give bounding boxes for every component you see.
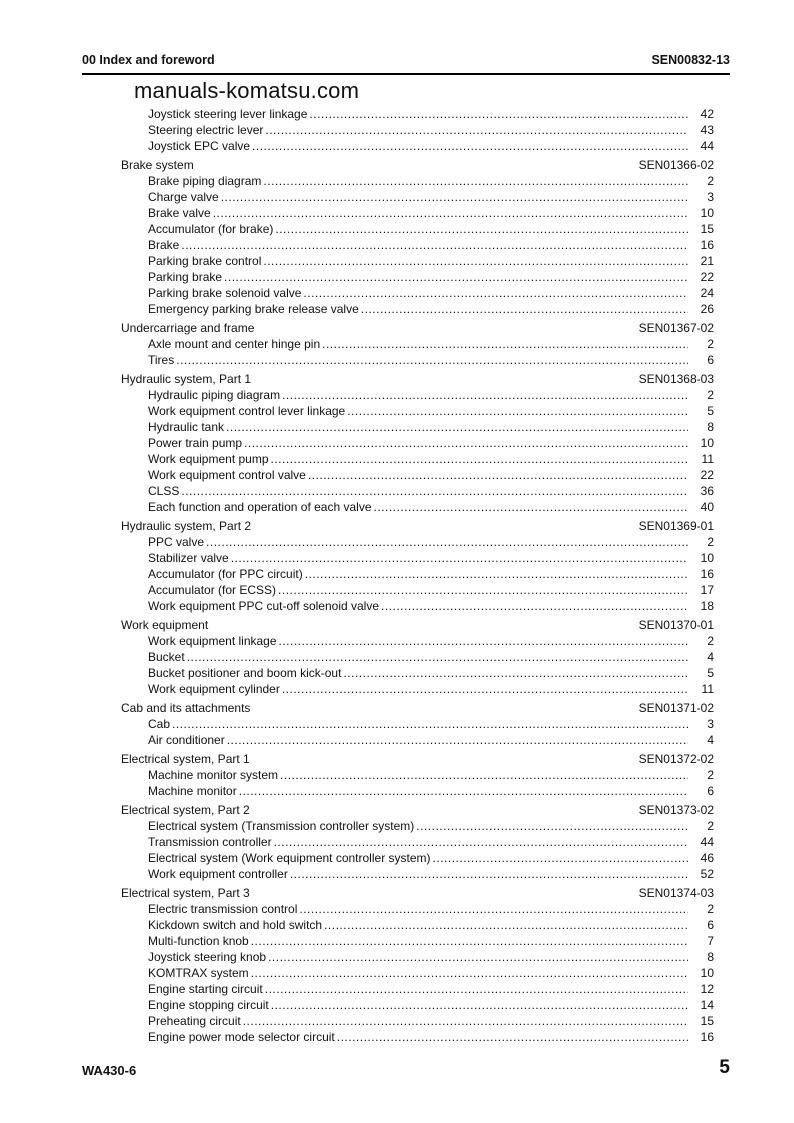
dot-leader <box>347 403 688 419</box>
dot-leader <box>268 949 688 965</box>
toc-section <box>121 106 714 154</box>
toc-section <box>121 320 714 368</box>
toc-entry[interactable] <box>121 834 714 850</box>
toc-entry[interactable] <box>121 665 714 681</box>
entry-page: 15 <box>700 222 714 236</box>
entry-page: 8 <box>707 420 714 434</box>
entry-page: 10 <box>700 551 714 565</box>
dot-leader <box>252 138 688 154</box>
section-title: Hydraulic system, Part 1 <box>121 372 252 386</box>
dot-leader <box>361 301 688 317</box>
entry-label: Engine starting circuit <box>148 982 263 996</box>
section-heading[interactable] <box>121 320 714 336</box>
section-heading[interactable] <box>121 518 714 534</box>
entry-label: Transmission controller <box>148 835 272 849</box>
entry-page: 10 <box>700 436 714 450</box>
toc-entry[interactable] <box>121 732 714 748</box>
toc-entry[interactable] <box>121 767 714 783</box>
entry-page: 17 <box>700 583 714 597</box>
entry-page: 2 <box>707 388 714 402</box>
toc-entry[interactable] <box>121 783 714 799</box>
entry-label: Axle mount and center hinge pin <box>148 337 321 351</box>
toc-entry[interactable] <box>121 933 714 949</box>
entry-page: 2 <box>707 174 714 188</box>
entry-page: 44 <box>700 835 714 849</box>
section-title: Undercarriage and frame <box>121 321 255 335</box>
section-heading[interactable] <box>121 157 714 173</box>
entry-label: Work equipment PPC cut-off solenoid valve <box>148 599 380 613</box>
dot-leader <box>274 834 688 850</box>
toc-entry[interactable] <box>121 866 714 882</box>
entry-label: Cab <box>148 717 171 731</box>
entry-page: 8 <box>707 950 714 964</box>
toc-entry[interactable] <box>121 467 714 483</box>
entry-page: 3 <box>707 717 714 731</box>
entry-page: 16 <box>700 238 714 252</box>
toc-entry[interactable] <box>121 550 714 566</box>
watermark: manuals-komatsu.com <box>134 78 360 103</box>
entry-label: Parking brake <box>148 270 223 284</box>
section-title: Hydraulic system, Part 2 <box>121 519 252 533</box>
entry-page: 16 <box>700 1030 714 1044</box>
toc-entry[interactable] <box>121 173 714 189</box>
entry-label: PPC valve <box>148 535 205 549</box>
toc-entry[interactable] <box>121 850 714 866</box>
entry-label: Parking brake control <box>148 254 262 268</box>
entry-page: 5 <box>707 666 714 680</box>
entry-page: 22 <box>700 270 714 284</box>
entry-label: Joystick steering knob <box>148 950 267 964</box>
dot-leader <box>282 681 688 697</box>
entry-page: 2 <box>707 819 714 833</box>
entry-page: 43 <box>700 123 714 137</box>
entry-label: Machine monitor system <box>148 768 279 782</box>
entry-label: Engine stopping circuit <box>148 998 269 1012</box>
dot-leader <box>290 866 688 882</box>
toc-entry[interactable] <box>121 301 714 317</box>
entry-page: 18 <box>700 599 714 613</box>
section-code: SEN01372-02 <box>638 752 714 766</box>
entry-label: Work equipment controller <box>148 867 288 881</box>
dot-leader <box>227 732 688 748</box>
dot-leader <box>278 582 688 598</box>
toc-entry[interactable] <box>121 566 714 582</box>
entry-label: Kickdown switch and hold switch <box>148 918 323 932</box>
entry-label: Work equipment pump <box>148 452 269 466</box>
entry-page: 15 <box>700 1014 714 1028</box>
toc-section <box>121 700 714 748</box>
entry-label: Machine monitor <box>148 784 237 798</box>
toc-entry[interactable] <box>121 419 714 435</box>
entry-page: 10 <box>700 206 714 220</box>
dot-leader <box>206 534 688 550</box>
entry-label: Work equipment linkage <box>148 634 277 648</box>
section-code: SEN01371-02 <box>638 701 714 715</box>
toc-entry[interactable] <box>121 336 714 352</box>
entry-label: Electrical system (Work equipment controller system) <box>148 851 431 865</box>
entry-page: 11 <box>701 682 714 696</box>
toc-section <box>121 751 714 799</box>
dot-leader <box>271 997 688 1013</box>
entry-label: Brake piping diagram <box>148 174 262 188</box>
entry-page: 5 <box>707 404 714 418</box>
section-code: SEN01366-02 <box>638 158 714 172</box>
entry-label: Parking brake solenoid valve <box>148 286 302 300</box>
entry-label: Electrical system (Transmission controller system) <box>148 819 415 833</box>
section-heading[interactable] <box>121 885 714 901</box>
entry-label: Stabilizer valve <box>148 551 229 565</box>
toc-entry[interactable] <box>121 403 714 419</box>
dot-leader <box>299 901 688 917</box>
dot-leader <box>324 917 688 933</box>
entry-label: Joystick steering lever linkage <box>148 107 308 121</box>
toc-entry[interactable] <box>121 649 714 665</box>
entry-page: 6 <box>707 353 714 367</box>
toc-section <box>121 371 714 515</box>
dot-leader <box>381 598 688 614</box>
section-code: SEN01374-03 <box>638 886 714 900</box>
toc-entry[interactable] <box>121 965 714 981</box>
dot-leader <box>303 285 688 301</box>
entry-page: 24 <box>700 286 714 300</box>
dot-leader <box>231 550 688 566</box>
dot-leader <box>263 253 688 269</box>
toc-entry[interactable] <box>121 997 714 1013</box>
entry-page: 4 <box>707 650 714 664</box>
entry-page: 22 <box>700 468 714 482</box>
toc-entry[interactable] <box>121 582 714 598</box>
dot-leader <box>322 336 688 352</box>
dot-leader <box>265 981 688 997</box>
entry-label: Work equipment control lever linkage <box>148 404 346 418</box>
toc-entry[interactable] <box>121 451 714 467</box>
toc-entry[interactable] <box>121 818 714 834</box>
entry-page: 46 <box>700 851 714 865</box>
entry-page: 12 <box>700 982 714 996</box>
dot-leader <box>251 933 688 949</box>
toc-section <box>121 518 714 614</box>
toc-entry[interactable] <box>121 237 714 253</box>
entry-label: Accumulator (for ECSS) <box>148 583 277 597</box>
entry-label: Joystick EPC valve <box>148 139 251 153</box>
dot-leader <box>308 467 688 483</box>
entry-page: 14 <box>700 998 714 1012</box>
entry-label: Work equipment cylinder <box>148 682 280 696</box>
toc-entry[interactable] <box>121 633 714 649</box>
dot-leader <box>337 1029 688 1045</box>
dot-leader <box>309 106 688 122</box>
dot-leader <box>433 850 688 866</box>
section-heading[interactable] <box>121 700 714 716</box>
toc-entry[interactable] <box>121 106 714 122</box>
dot-leader <box>416 818 688 834</box>
toc-entry[interactable] <box>121 499 714 515</box>
toc-entry[interactable] <box>121 122 714 138</box>
entry-label: Hydraulic tank <box>148 420 225 434</box>
entry-page: 40 <box>700 500 714 514</box>
dot-leader <box>244 435 688 451</box>
toc-entry[interactable] <box>121 534 714 550</box>
footer-model: WA430-6 <box>82 1063 137 1078</box>
dot-leader <box>239 783 688 799</box>
entry-page: 3 <box>707 190 714 204</box>
header-document-code: SEN00832-13 <box>651 53 730 67</box>
section-title: Electrical system, Part 1 <box>121 752 250 766</box>
entry-page: 16 <box>700 567 714 581</box>
section-heading[interactable] <box>121 617 714 633</box>
toc-entry[interactable] <box>121 138 714 154</box>
toc-entry[interactable] <box>121 352 714 368</box>
entry-label: Preheating circuit <box>148 1014 241 1028</box>
entry-label: Engine power mode selector circuit <box>148 1030 335 1044</box>
toc-entry[interactable] <box>121 716 714 732</box>
entry-page: 11 <box>701 452 714 466</box>
entry-label: Each function and operation of each valve <box>148 500 372 514</box>
section-code: SEN01367-02 <box>638 321 714 335</box>
entry-page: 6 <box>707 918 714 932</box>
entry-page: 2 <box>707 634 714 648</box>
toc-entry[interactable] <box>121 1029 714 1045</box>
page-header <box>82 53 730 67</box>
toc-entry[interactable] <box>121 483 714 499</box>
dot-leader <box>265 122 688 138</box>
toc-entry[interactable] <box>121 598 714 614</box>
entry-page: 52 <box>700 867 714 881</box>
toc-entry[interactable] <box>121 917 714 933</box>
entry-label: KOMTRAX system <box>148 966 249 980</box>
section-title: Electrical system, Part 2 <box>121 803 250 817</box>
dot-leader <box>282 387 688 403</box>
dot-leader <box>243 1013 688 1029</box>
toc-entry[interactable] <box>121 253 714 269</box>
dot-leader <box>280 767 688 783</box>
dot-leader <box>221 189 688 205</box>
entry-label: Charge valve <box>148 190 219 204</box>
toc-entry[interactable] <box>121 205 714 221</box>
section-heading[interactable] <box>121 751 714 767</box>
entry-page: 10 <box>700 966 714 980</box>
entry-page: 2 <box>707 902 714 916</box>
footer-page-number: 5 <box>719 1057 730 1078</box>
toc-section <box>121 802 714 882</box>
entry-page: 21 <box>700 254 714 268</box>
dot-leader <box>251 965 688 981</box>
entry-label: Hydraulic piping diagram <box>148 388 281 402</box>
section-heading[interactable] <box>121 802 714 818</box>
dot-leader <box>275 221 688 237</box>
toc-entry[interactable] <box>121 1013 714 1029</box>
dot-leader <box>271 451 688 467</box>
section-title: Work equipment <box>121 618 209 632</box>
dot-leader <box>343 665 688 681</box>
entry-page: 42 <box>700 107 714 121</box>
toc-entry[interactable] <box>121 901 714 917</box>
entry-page: 44 <box>700 139 714 153</box>
entry-page: 4 <box>707 733 714 747</box>
toc-section <box>121 885 714 1045</box>
dot-leader <box>263 173 688 189</box>
dot-leader <box>181 237 688 253</box>
toc-entry[interactable] <box>121 949 714 965</box>
toc-entry[interactable] <box>121 435 714 451</box>
entry-page: 7 <box>707 934 714 948</box>
table-of-contents <box>121 106 714 1045</box>
toc-entry[interactable] <box>121 269 714 285</box>
toc-entry[interactable] <box>121 285 714 301</box>
toc-entry[interactable] <box>121 387 714 403</box>
entry-label: Air conditioner <box>148 733 225 747</box>
dot-leader <box>226 419 688 435</box>
entry-label: Accumulator (for brake) <box>148 222 274 236</box>
dot-leader <box>224 269 688 285</box>
section-code: SEN01370-01 <box>638 618 714 632</box>
dot-leader <box>374 499 689 515</box>
toc-section <box>121 157 714 317</box>
entry-label: Power train pump <box>148 436 243 450</box>
entry-label: Brake <box>148 238 180 252</box>
toc-entry[interactable] <box>121 189 714 205</box>
section-title: Electrical system, Part 3 <box>121 886 250 900</box>
entry-page: 36 <box>700 484 714 498</box>
dot-leader <box>213 205 688 221</box>
entry-label: Emergency parking brake release valve <box>148 302 359 316</box>
entry-label: Steering electric lever <box>148 123 264 137</box>
entry-page: 2 <box>707 768 714 782</box>
section-title: Cab and its attachments <box>121 701 251 715</box>
section-code: SEN01373-02 <box>638 803 714 817</box>
entry-page: 2 <box>707 535 714 549</box>
toc-section <box>121 617 714 697</box>
entry-label: CLSS <box>148 484 180 498</box>
toc-entry[interactable] <box>121 981 714 997</box>
section-heading[interactable] <box>121 371 714 387</box>
dot-leader <box>305 566 688 582</box>
toc-entry[interactable] <box>121 221 714 237</box>
section-code: SEN01368-03 <box>638 372 714 386</box>
entry-label: Tires <box>148 353 175 367</box>
entry-label: Bucket positioner and boom kick-out <box>148 666 342 680</box>
dot-leader <box>279 633 688 649</box>
toc-entry[interactable] <box>121 681 714 697</box>
entry-label: Electric transmission control <box>148 902 298 916</box>
dot-leader <box>181 483 688 499</box>
entry-label: Accumulator (for PPC circuit) <box>148 567 303 581</box>
dot-leader <box>172 716 688 732</box>
entry-label: Bucket <box>148 650 185 664</box>
entry-label: Brake valve <box>148 206 211 220</box>
header-rule <box>82 73 730 75</box>
section-title: Brake system <box>121 158 194 172</box>
section-code: SEN01369-01 <box>638 519 714 533</box>
header-section-title: 00 Index and foreword <box>82 53 215 67</box>
entry-page: 26 <box>700 302 714 316</box>
entry-page: 6 <box>707 784 714 798</box>
entry-label: Work equipment control valve <box>148 468 306 482</box>
dot-leader <box>176 352 688 368</box>
dot-leader <box>187 649 688 665</box>
entry-label: Multi-function knob <box>148 934 249 948</box>
entry-page: 2 <box>707 337 714 351</box>
